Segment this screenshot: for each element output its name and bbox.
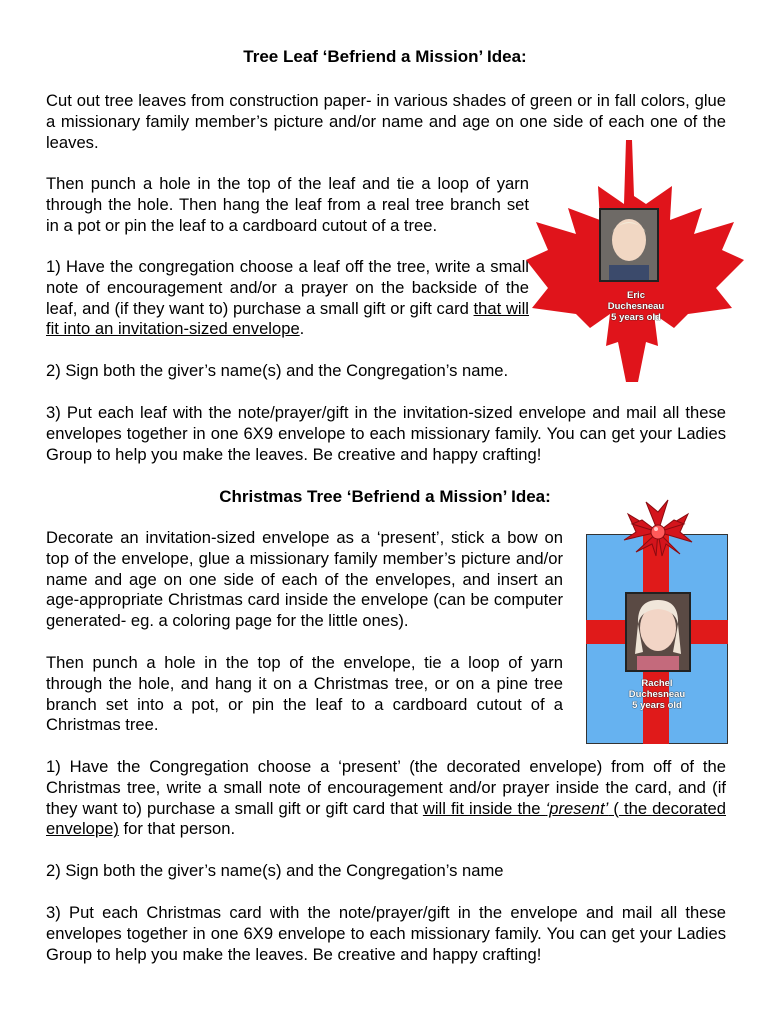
section2-step1: 1) Have the Congregation choose a ‘present’ (the decorated envelope) from off of the Christmas tree, write a small note of encouragement and/or prayer inside the card, and (if they want to) purchase a small gift or gift card that will fit inside the ‘present’ ( the decorated envelope) for that person. — [46, 757, 726, 839]
leaf-caption-surname: Duchesneau — [607, 301, 665, 312]
section1-intro: Cut out tree leaves from construction paper- in various shades of green or in fall colors, glue a missionary family member’s picture and/or name and age on one side of each one of the leaves. — [46, 91, 726, 152]
leaf-caption-name: Eric — [627, 290, 645, 301]
section2-step3: 3) Put each Christmas card with the note/prayer/gift in the envelope and mail all these envelopes together in one 6X9 envelope to each missionary family. You can get your Ladies Group to help you make the leaves. Be creative and happy crafting! — [46, 903, 726, 964]
child-photo-eric — [599, 208, 659, 282]
section1-step2: 2) Sign both the giver’s name(s) and the Congregation’s name. — [46, 361, 509, 380]
section1-title: Tree Leaf ‘Befriend a Mission’ Idea: — [243, 47, 527, 66]
present-caption-age: 5 years old — [632, 700, 682, 711]
maple-leaf-figure — [526, 138, 746, 384]
section1-punch: Then punch a hole in the top of the leaf and tie a loop of yarn through the hole. Then hang the leaf from a real tree branch set in a pot or pin the leaf to a cardboard cutout of a tree. — [46, 174, 529, 235]
section1-step1: 1) Have the congregation choose a leaf off the tree, write a small note of encouragement and/or a prayer on the backside of the leaf, and (if they want to) purchase a small gift or gift card that will fit into an invitation-sized envelope. — [46, 257, 529, 339]
leaf-caption — [526, 290, 746, 323]
present-caption-surname: Duchesneau — [628, 689, 686, 700]
section2-title: Christmas Tree ‘Befriend a Mission’ Idea: — [219, 487, 551, 506]
child-photo-rachel — [625, 592, 691, 672]
section2-step2: 2) Sign both the giver’s name(s) and the Congregation’s name — [46, 861, 504, 880]
section1-step3: 3) Put each leaf with the note/prayer/gift in the invitation-sized envelope and mail all these envelopes together in one 6X9 envelope to each missionary family. You can get your Ladies Group to help you make the leaves. Be creative and happy crafting! — [46, 403, 726, 464]
section2-intro: Decorate an invitation-sized envelope as a ‘present’, stick a bow on top of the envelope, glue a missionary family member’s picture and/or name and age on one side of each of the envelopes, and insert an age-appropriate Christmas card inside the envelope (can be computer generated- eg. a coloring page for the little ones). — [46, 528, 563, 631]
present-figure — [586, 498, 728, 746]
leaf-caption-age: 5 years old — [611, 312, 661, 323]
bow-icon — [622, 498, 694, 558]
section2-punch: Then punch a hole in the top of the envelope, tie a loop of yarn through the hole, and hang it on a Christmas tree, or on a pine tree branch set into a pot, or pin the leaf to a cardboard cutout of a Christmas tree. — [46, 653, 563, 735]
present-caption-name: Rachel — [641, 678, 673, 689]
present-caption — [586, 678, 728, 711]
